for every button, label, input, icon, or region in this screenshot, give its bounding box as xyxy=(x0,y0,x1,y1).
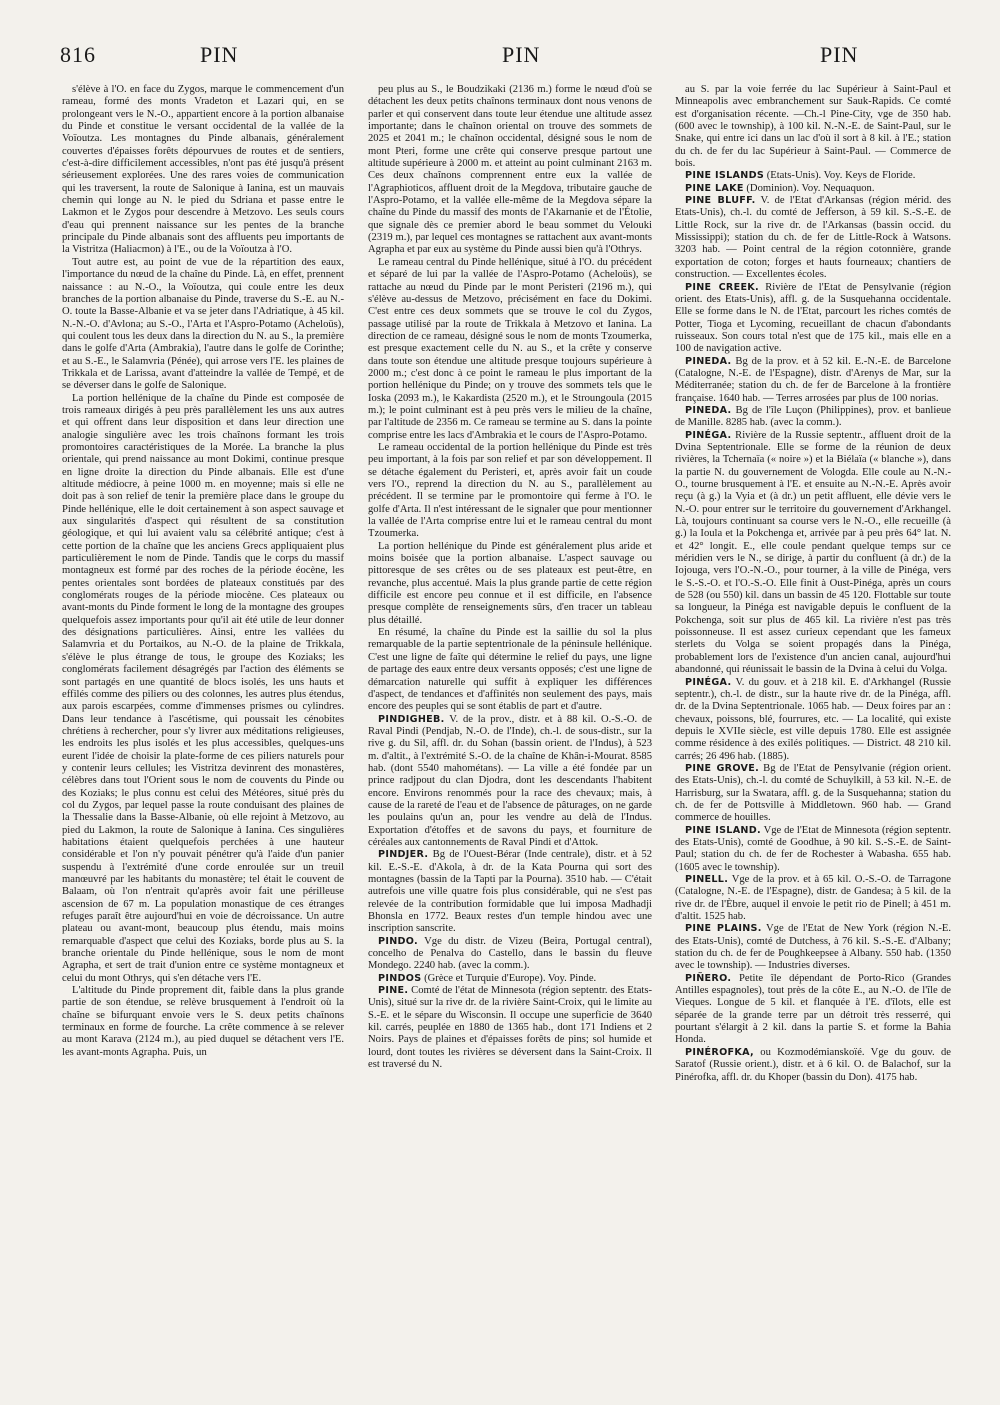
entry-headword: PINE. xyxy=(378,985,409,997)
entry-headword: PINEDA. xyxy=(685,404,732,416)
entry-headword: PINE LAKE xyxy=(685,182,744,194)
entry-headword: PINÉGA. xyxy=(685,676,732,688)
entry-text: Vge de la prov. et à 65 kil. O.-S.-O. de Tarragone (Catalogne, N.-E. de l'Espagne), distr. de Gandesa; à 5 kil. de la rive dr. de l'Èbre, auquel il envoie le petit rio de Pinell; à 451 m. d'altit. 1525 hab. xyxy=(675,874,951,923)
paragraph: Tout autre est, au point de vue de la répartition des eaux, l'importance du nœud de la chaîne du Pinde. Là, en effet, prennent naissance : au N.-O., la Voïoutza, qui coule entre les deux branches de la portion albanaise du Pinde, traverse du S.-E. au N.-O. toute la Basse-Albanie et va se jeter dans l'Adriatique, à 45 kil. N.-N.-O. d'Avlona; au S.-O., l'Arta et l'Aspro-Potamo (Acheloüs), qui coulent tous les deux dans la direction du N. au S., la première dans le golfe d'Arta (Ambrakia), l'autre dans le golfe de Corinthe; et au S.-E., le Salamvria (Pénée), qui arrose vers l'E. les plaines de Trikkala et de Larissa, avant d'atteindre la vallée de Tempé, et de se déverser dans le golfe de Salonique. xyxy=(62,256,344,392)
entry-headword: PINE ISLAND. xyxy=(685,824,761,836)
entry-headword: PINE GROVE. xyxy=(685,762,760,774)
entry-headword: PINDJER. xyxy=(378,849,429,861)
dictionary-entry xyxy=(675,356,951,405)
entry-headword: PINE BLUFF. xyxy=(685,195,756,207)
entry-headword: PINE ISLANDS xyxy=(685,170,765,182)
entry-text: Vge du distr. de Vizeu (Beira, Portugal central), concelho de Penalva do Castello, dans le bassin du fleuve Mondego. 2240 hab. (avec la comm.). xyxy=(368,935,652,972)
dictionary-entry xyxy=(675,282,951,356)
dictionary-entry xyxy=(675,183,951,195)
entry-headword: PINEDA. xyxy=(685,355,732,367)
entry-headword: PINDOS xyxy=(378,972,422,984)
page-number: 816 xyxy=(60,42,96,67)
dictionary-entry xyxy=(368,985,652,1071)
entry-text: Rivière de la Russie septentr., affluent droit de la Dvina Septentrionale. Elle se forme de la réunion de deux rivières, la Tchernaïa (« noire ») et la Biélaïa (« blanche »), dans la partie N. du gouvernement de Vologda. Elle coule au N.-N.-O., tourne brusquement à l'E. et ensuite au N.-N.-E. Après avoir reçu (à g.) la Vyia et (à dr.) un petit affluent, elle dévie vers le N.-O. pour entrer sur le territoire du gouvernement d'Arkhangel. Là, toujours continuant sa course vers le N.-O., elle recueille (à g.) la Ioula et la Pokchenga et, arrivée par à peu près 64° lat. N. et 42° longit. E., elle coule pendant quelque temps sur ce méridien vers le N., se dirige, à partir du confluent (à dr.) de la Iojouga, vers l'O.-N.-O., pour tourner, à la ville de Pinéga, vers le S.-S.-O. et l'O.-S.-O. Elle finit à Oust-Pinéga, après un cours de 528 (ou 550) kil. dans un bassin de 45 120. Flottable sur toute sa longueur, la Pinéga est navigable depuis le confluent de la Pokchenga, soit sur plus de 465 kil. La rivière n'est pas très poissonneuse. Il est assez curieux cependant que les fameux sterlets du Volga se soient propagés dans la Pinéga, probablement lors de l'existence d'un ancien canal, aujourd'hui abandonné, qui réunissait le bassin de la Dvina à celui du Volga. xyxy=(675,429,951,676)
dictionary-entry xyxy=(675,195,951,281)
entry-text: Vge de l'Etat de Minnesota (région septentr. des Etats-Unis), comté de Goodhue, à 90 kil. S.-S.-E. de Saint-Paul; station du ch. de fer de Rochester à Wabasha. 655 hab. (1605 avec le township). xyxy=(675,824,951,873)
entry-text: Rivière de l'Etat de Pensylvanie (région orient. des Etats-Unis), affl. g. de la Susquehanna occidentale. Elle se forme dans le N. de l'Etat, parcourt les riches comtés de Potter, Tioga et Lycoming, recueillant de chacun d'abondants ruisseaux. Son cours total n'est que de 175 kil., mais elle en a 100 de navigation active. xyxy=(675,281,951,355)
paragraph: Le rameau occidental de la portion hellénique du Pinde est très peu important, à la fois par son relief et par son développement. Il se détache également du Peristeri, et, après avoir fait un coude vers l'O., reprend la direction du N. au S., parallèlement au précédent. Il se termine par le promontoire qui ferme à l'O. le golfe d'Arta. Il n'est intéressant de le signaler que pour mentionner la vallée de l'Arta comprise entre lui et le rameau central du mont Tzoumerka. xyxy=(368,441,652,540)
dictionary-entry xyxy=(368,973,652,985)
entry-headword: PINÉROFKA, xyxy=(685,1046,754,1058)
entry-text: Bg de l'Ouest-Bérar (Inde centrale), distr. et à 52 kil. E.-S.-E. d'Akola, à dr. de la Kata Pourna qui sort des montagnes (bassin de la Tapti par la Pourna). 3510 hab. — C'était autrefois une ville quatre fois plus considérable, qui ne s'est pas relevée de la contribution formidable que lui imposa Madhadji Bhonsla en 1772. Beaux restes d'un temple hindou avec une inscription sanscrite. xyxy=(368,849,652,935)
entry-text: V. de la prov., distr. et à 88 kil. O.-S.-O. de Raval Pindi (Pendjab, N.-O. de l'Inde), ch.-l. de sous-distr., sur la rive g. du Sil, affl. dr. du Sohan (bassin orient. de l'Indus), à 523 m. d'altit., à l'extrémité S.-O. de la chaîne de Khân-i-Mourat. 8585 hab. (dont 5540 mahométans). — La ville a été fondée par un prince radjpout du clan Djodra, dont les descendants l'habitent encore. Environs renommés pour la race des chevaux; mais, à cause de la rareté de l'eau et de l'absence de pâturages, on ne garde les poulains qu'un an, pour les vendre au delà de l'Indus. Exportation d'étoffes et de savons du pays, et fourniture de céréales aux cantonnements de Raval Pindi et d'Attok. xyxy=(368,713,652,848)
dictionary-entry xyxy=(675,923,951,972)
column-left xyxy=(62,84,344,1384)
paragraph: Le rameau central du Pinde hellénique, situé à l'O. du précédent et séparé de lui par la vallée de l'Aspro-Potamo (Acheloüs), se rattache au nœud du Pinde par le mont Peristeri (2196 m.), qui s'élève au-dessus de Metzovo, précisément en face du Dokimi. C'est entre ces deux sommets que se trouve le col du Zygos, passage utilisé par la route de Trikkala à Metzovo et Ianina. La direction de ce rameau, désigné sous le nom de monts Tzoumerka, est presque exactement celle du N. au S., et la crête y conserve dans toute son étendue une altitude presque toujours supérieure à 2000 m.; c'est donc à ce point le rameau le plus important de la portion hellénique du Pinde; on y trouve des sommets tels que le Ioska (2093 m.), le Kakardista (2520 m.), et le Stroungoula (2015 m.); le point culminant est à peu près vers le milieu de la chaîne, par l'altitude de 2356 m. Ce rameau se termine au S. dans la pointe comprise entre les lacs d'Ambrakia et le cours de l'Aspro-Potamo. xyxy=(368,256,652,441)
entry-text: Bg de la prov. et à 52 kil. E.-N.-E. de Barcelone (Catalogne, N.-E. de l'Espagne), distr. d'Arenys de Mar, sur la Méditerranée; station du ch. de fer de Barcelone à la frontière française. 1640 hab. — Terres arrosées par plus de 100 norias. xyxy=(675,355,951,404)
running-head-left: PIN xyxy=(200,42,239,67)
entry-headword: PINE PLAINS. xyxy=(685,923,762,935)
paragraph: L'altitude du Pinde proprement dit, faible dans la plus grande partie de son étendue, se relève brusquement à l'endroit où la chaîne se bifurquant envoie vers le S. deux petits chaînons terminaux en forme de fourche. La crête commence à se relever au mont Karava (2124 m.), au pied duquel se détachent vers l'E. les avant-monts Agrapha. Puis, un xyxy=(62,985,344,1058)
entry-text: (Grèce et Turquie d'Europe). Voy. Pinde. xyxy=(424,972,597,984)
dictionary-entry xyxy=(675,973,951,1047)
dictionary-entry xyxy=(675,1047,951,1084)
dictionary-entry xyxy=(675,430,951,677)
paragraph: peu plus au S., le Boudzikaki (2136 m.) forme le nœud d'où se détachent les deux petits chaînons terminaux dont nous venons de parler et qui conservent dans toute leur étendue une altitude assez importante; dans le chaînon oriental on trouve des sommets de 2025 et 2041 m.; le chaînon occidental, désigné sous le nom de mont Pteri, forme une crête qui conserve presque partout une altitude supérieure à 2000 m. et atteint au point culminant 2163 m. Ces deux chaînons comprennent entre eux la vallée de l'Agraphioticos, affluent droit de la Megdova, tributaire gauche de l'Aspro-Potamo, et la vallée elle-même de la Megdova sépare la chaîne du Pinde du massif des monts de l'Akarnanie et de l'Étolie, que signale dès ce premier abord le beau sommet du Velouki (2319 m.), par lequel ces montagnes se rattachent aux avant-monts Agrapha et par eux au système du Pinde aussi bien qu'à l'Othrys. xyxy=(368,84,652,256)
entry-headword: PINDO. xyxy=(378,935,418,947)
paragraph: s'élève à l'O. en face du Zygos, marque le commencement d'un rameau, formé des monts Vradeton et Lazari qui, en se prolongeant vers le N.-O., appartient encore à la portion albanaise du Pinde et constitue le versant occidental de la vallée de la Voïoutza. Les montagnes du Pinde albanais, généralement couvertes d'épaisses forêts dépourvues de routes et de sentiers, c'est-à-dire difficilement accessibles, n'ont pas été jusqu'à présent sérieusement explorées. Une des rares voies de communication qui les traversent, la route de Salonique à Ianina, est un mauvais chemin qui longe au N. le pied du Sdriana et passe entre le Lakmon et le Zygos pour descendre à Metzovo. Les seuls cours d'eau qui prennent naissance sur les pentes de la branche principale du Pinde albanais sont des affluents peu importants de la Vistritza (Haliacmon) à l'E., ou de la Voïoutza à l'O. xyxy=(62,84,344,256)
entry-text: V. du gouv. et à 218 kil. E. d'Arkhangel (Russie septentr.), ch.-l. de distr., sur la haute rive dr. de la Pinéga, affl. dr. de la Dvina Septentrionale. 1065 hab. — Deux foires par an : chevaux, poissons, blé, fourrures, etc. — La localité, qui existe depuis le XVIIe siècle, est ville depuis 1780. Elle est assignée comme résidence à des exilés politiques. — District. 48 210 kil. carrés; 26 496 hab. (1885). xyxy=(675,676,951,762)
paragraph: En résumé, la chaîne du Pinde est la saillie du sol la plus remarquable de la partie septentrionale de la péninsule hellénique. C'est une ligne de faîte qui détermine le relief du pays, une ligne de partage des eaux entre deux versants opposés; c'est une ligne de démarcation naturelle qui suffit à expliquer les différences d'aspect, de tendances et d'affinités non seulement des pays, mais encore des peuples qui se sont établis de part et d'autre. xyxy=(368,627,652,713)
dictionary-entry xyxy=(368,936,652,973)
entry-headword: PINÉGA. xyxy=(685,429,732,441)
paragraph: La portion hellénique du Pinde est généralement plus aride et moins boisée que la portion albanaise. L'aspect sauvage ou pittoresque de ses crêtes ou de ses plateaux est peut-être, en revanche, plus accentué. Mais la plus grande partie de cette région difficile est encore peu connue et il est difficile, en l'absence presque complète de renseignements sûrs, d'en tracer un tableau plus détaillé. xyxy=(368,540,652,626)
entry-text: Bg de l'Etat de Pensylvanie (région orient. des Etats-Unis), ch.-l. du comté de Schuylkill, à 53 kil. N.-E. de Harrisburg, sur la Swatara, affl. g. de la Susquehanna; station du ch. de fer de Pottsville à Middletown. 960 hab. — Grand commerce de houilles. xyxy=(675,762,951,824)
entry-text: Petite île dépendant de Porto-Rico (Grandes Antilles espagnoles), tout près de la côte E., au N.-O. de l'île de Vieques. Longue de 5 kil. et flanquée à l'E. d'îlots, elle est séparée de la grande terre par un détroit très resserré, qui pourtant s'élargit à 2 kil. dans la partie S. et forme la Bahia Honda. xyxy=(675,972,951,1046)
dictionary-entry xyxy=(675,677,951,763)
dictionary-entry xyxy=(675,170,951,182)
dictionary-entry xyxy=(675,763,951,825)
paragraph: La portion hellénique de la chaîne du Pinde est composée de trois rameaux dirigés à peu près parallèlement les uns aux autres et qui offrent dans leur disposition et dans leur direction une analogie singulière avec les trois chaînons formant les trois promontoires caractéristiques de la Morée. La branche la plus orientale, qui prend naissance au mont Dokimi, continue presque en ligne droite la direction du Pinde albanais. Elle est d'une altitude médiocre, à peine 1000 m. en moyenne; mais si elle ne doit pas à son relief de tenir la première place dans le groupe du Pinde hellénique, elle le doit certainement à son aspect sauvage et aux singularités d'aspect qui résultent de sa constitution géologique, et qui lui avaient valu sa célébrité antique; c'est à cette portion de la chaîne que les anciens Grecs appliquaient plus particulièrement le nom de Pinde. Tandis que le corps du massif montagneux est formé par des roches de la période éocène, les pentes orientales sont bordées de plateaux constitués par des conglomérats rouges de la période miocène. Ces plateaux ou avant-monts du Pinde forment le long de la montagne des groupes quelquefois assez importants pour qu'il ait été utile de leur donner des désignations particulières. Ainsi, entre les vallées du Salamvria et du Portaikos, au N.-O. de la plaine de Trikkala, s'élève le plus étrange de tous, le groupe des Koziaks; les conglomérats facilement désagrégés par l'action des éléments se sont partagés en une quantité de blocs isolés, les uns hauts et effilés comme des piliers ou des colonnes, les autres plus étendus, aux parois escarpées, comme d'immenses prismes ou cylindres. Dans leur tendance à l'ascétisme, qui poussait les cénobites chrétiens à rechercher, pour s'y livrer aux méditations religieuses, les endroits les plus isolés et les plus accessibles, quelques-uns eurent l'idée de choisir la plate-forme de ces piliers naturels pour y contenir leurs cellules; les Vistritza devinrent des monastères, célèbres dans tout l'Orient sous le nom de couvents du Pinde ou des Koziaks; le plus connu est celui des Météores, situé près du col du Zygos, par lequel passe la route conduisant des plaines de la Thessalie dans la Basse-Albanie, où elle rejoint à Metzovo, au pied du Lakmon, la route de Salonique à Ianina. Ces singulières habitations étaient quelquefois perchées à une hauteur considérable et l'on n'y pouvait pénétrer qu'à l'aide d'un panier suspendu à l'extrémité d'une corde enroulée sur un treuil manœuvré par les habitants du monastère; tel était le couvent de Balaam, où l'on n'entrait qu'après avoir fait une périlleuse ascension de 67 m. La population monastique de ces étranges refuges paraît être aujourd'hui en voie de décroissance. Un autre plateau ou avant-mont, beaucoup plus étendu, mais moins remarquable d'aspect que celui des Koziaks, borde plus au S. la branche orientale du Pinde hellénique, sous le nom de mont Agrapha, et sert de trait d'union entre ce système montagneux et celui du mont Othrys, qui s'en détache vers l'E. xyxy=(62,392,344,984)
entry-headword: PINELL. xyxy=(685,874,729,885)
entry-text: Bg de l'île Luçon (Philippines), prov. et banlieue de Manille. 8285 hab. (avec la comm.). xyxy=(675,404,951,429)
entry-text: V. de l'Etat d'Arkansas (région mérid. des Etats-Unis), ch.-l. du comté de Jefferson, à 59 kil. S.-S.-E. de Little Rock, sur la rive dr. de l'Arkansas (bassin occid. du Mississippi); station du ch. de fer de Little-Rock à Watsons. 3203 hab. — Point central de la région cotonnière, grande exportation de coton; forges et hauts fourneaux; chantiers de construction. — Excellentes écoles. xyxy=(675,195,951,281)
dictionary-entry xyxy=(675,405,951,430)
column-middle xyxy=(368,84,652,1384)
column-right xyxy=(675,84,951,1384)
paragraph: au S. par la voie ferrée du lac Supérieur à Saint-Paul et Minneapolis avec embranchement sur Sauk-Rapids. Ce comté est d'organisation récente. —Ch.-l Pine-City, vge de 350 hab. (600 avec le township), à 100 kil. N.-N.-E. de Saint-Paul, sur le Snake, qui entre ici dans un lac d'où il sort à 8 kil. à l'E.; station du ch. de fer du lac Supérieur à Saint-Paul. — Commerce de bois. xyxy=(675,84,951,170)
entry-text: (Dominion). Voy. Nequaquon. xyxy=(746,182,875,194)
page-header xyxy=(60,42,940,78)
entry-text: Comté de l'état de Minnesota (région septentr. des Etats-Unis), situé sur la rive dr. de la rivière Saint-Croix, qui le limite au S.-E. et le sépare du Wisconsin. Il occupe une superficie de 3640 kil. carrés, peuplée en 1880 de 1365 hab., dont 171 Indiens et 2 Noirs. Pays de plaines et d'épaisses forêts de pins; sol humide et lourd, dont toutes les rivières se déversent dans la Saint-Croix. Il est traversé du N. xyxy=(368,985,652,1071)
dictionary-entry xyxy=(368,714,652,850)
entry-text: Vge de l'Etat de New York (région N.-E. des Etats-Unis), comté de Dutchess, à 76 kil. S.-S.-E. d'Albany; station du ch. de fer de Poughkeepsee à Albany. 550 hab. (1350 avec le township). — Industries diverses. xyxy=(675,923,951,972)
entry-headword: PIÑERO. xyxy=(685,972,732,984)
dictionary-entry xyxy=(368,849,652,935)
entry-text: (Etats-Unis). Voy. Keys de Floride. xyxy=(766,170,916,182)
entry-headword: PINDIGHEB. xyxy=(378,713,445,725)
running-head-center: PIN xyxy=(502,42,541,67)
running-head-right: PIN xyxy=(820,42,859,67)
entry-text: ou Kozmodémianskoïé. Vge du gouv. de Saratof (Russie orient.), distr. et à 6 kil. O. de Balachof, sur la Pinérofka, affl. dr. du Khoper (bassin du Don). 4175 hab. xyxy=(675,1046,951,1083)
entry-headword: PINE CREEK. xyxy=(685,281,759,293)
dictionary-entry xyxy=(675,874,951,923)
dictionary-entry xyxy=(675,825,951,874)
